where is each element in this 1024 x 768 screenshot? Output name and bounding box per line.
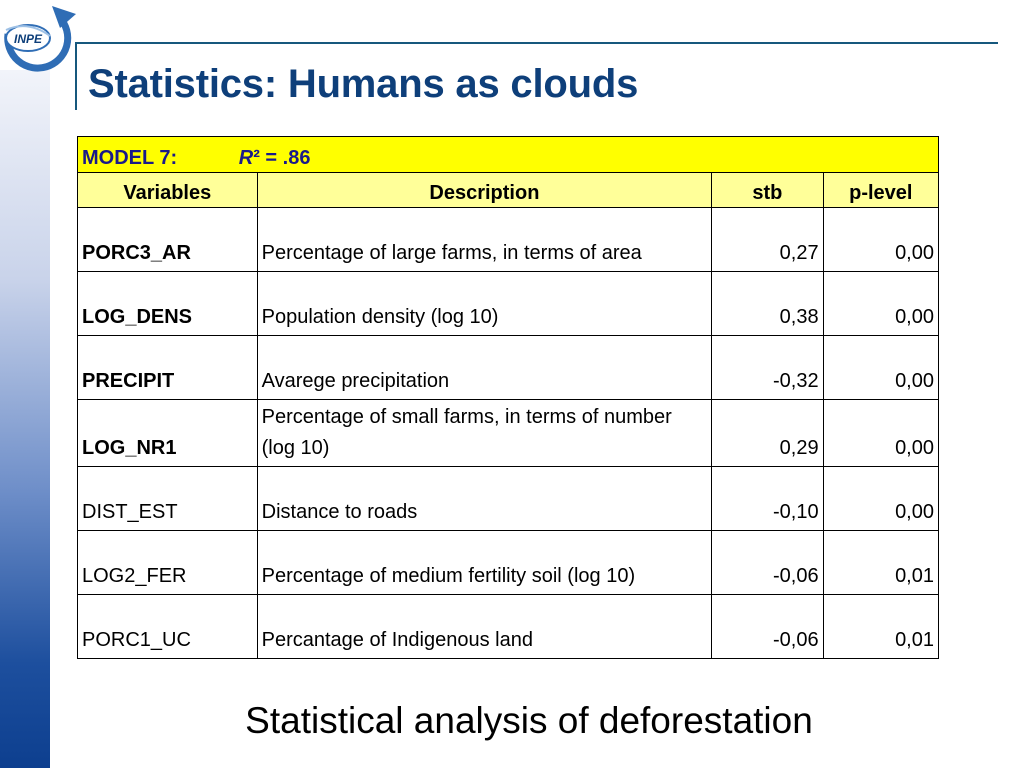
model-row bbox=[78, 137, 939, 173]
caption: Statistical analysis of deforestation bbox=[245, 700, 813, 741]
header-stb: stb bbox=[712, 173, 823, 208]
description-cell: Percentage of medium fertility soil (log 10) bbox=[257, 531, 712, 595]
model-cell bbox=[78, 137, 939, 173]
description-cell: Avarege precipitation bbox=[257, 336, 712, 400]
p-level-cell: 0,01 bbox=[823, 531, 938, 595]
table-row bbox=[78, 531, 939, 595]
title-rule bbox=[75, 42, 77, 110]
stb-cell: 0,27 bbox=[712, 208, 823, 272]
stb-cell: 0,38 bbox=[712, 272, 823, 336]
p-level-cell: 0,00 bbox=[823, 400, 938, 467]
variable-cell: DIST_EST bbox=[78, 467, 258, 531]
stb-cell: -0,06 bbox=[712, 595, 823, 659]
header-p-level: p-level bbox=[823, 173, 938, 208]
stb-cell: -0,32 bbox=[712, 336, 823, 400]
header-variables: Variables bbox=[78, 173, 258, 208]
variable-cell: PRECIPIT bbox=[78, 336, 258, 400]
description-cell: Distance to roads bbox=[257, 467, 712, 531]
header-rule bbox=[76, 42, 998, 44]
side-gradient-bar bbox=[0, 70, 50, 768]
page-title: Statistics: Humans as clouds bbox=[88, 62, 639, 106]
table-row bbox=[78, 595, 939, 659]
table-row bbox=[78, 272, 939, 336]
table-row bbox=[78, 467, 939, 531]
model-label: MODEL 7: bbox=[82, 147, 178, 169]
description-cell: Percentage of large farms, in terms of area bbox=[257, 208, 712, 272]
variable-cell: LOG_NR1 bbox=[78, 400, 258, 467]
stb-cell: -0,06 bbox=[712, 531, 823, 595]
p-level-cell: 0,01 bbox=[823, 595, 938, 659]
r2-value: R² = .86 bbox=[238, 147, 311, 169]
stb-cell: -0,10 bbox=[712, 467, 823, 531]
description-cell: Percentage of small farms, in terms of number (log 10) bbox=[257, 400, 712, 467]
p-level-cell: 0,00 bbox=[823, 336, 938, 400]
logo-text: INPE bbox=[13, 32, 43, 46]
description-cell: Percantage of Indigenous land bbox=[257, 595, 712, 659]
variable-cell: PORC1_UC bbox=[78, 595, 258, 659]
p-level-cell: 0,00 bbox=[823, 467, 938, 531]
statistics-table bbox=[77, 136, 939, 659]
header-description: Description bbox=[257, 173, 712, 208]
variable-cell: LOG_DENS bbox=[78, 272, 258, 336]
variable-cell: PORC3_AR bbox=[78, 208, 258, 272]
table-row bbox=[78, 400, 939, 467]
table-row bbox=[78, 208, 939, 272]
table-header-row bbox=[78, 173, 939, 208]
variable-cell: LOG2_FER bbox=[78, 531, 258, 595]
p-level-cell: 0,00 bbox=[823, 272, 938, 336]
table-row bbox=[78, 336, 939, 400]
description-cell: Population density (log 10) bbox=[257, 272, 712, 336]
stb-cell: 0,29 bbox=[712, 400, 823, 467]
p-level-cell: 0,00 bbox=[823, 208, 938, 272]
